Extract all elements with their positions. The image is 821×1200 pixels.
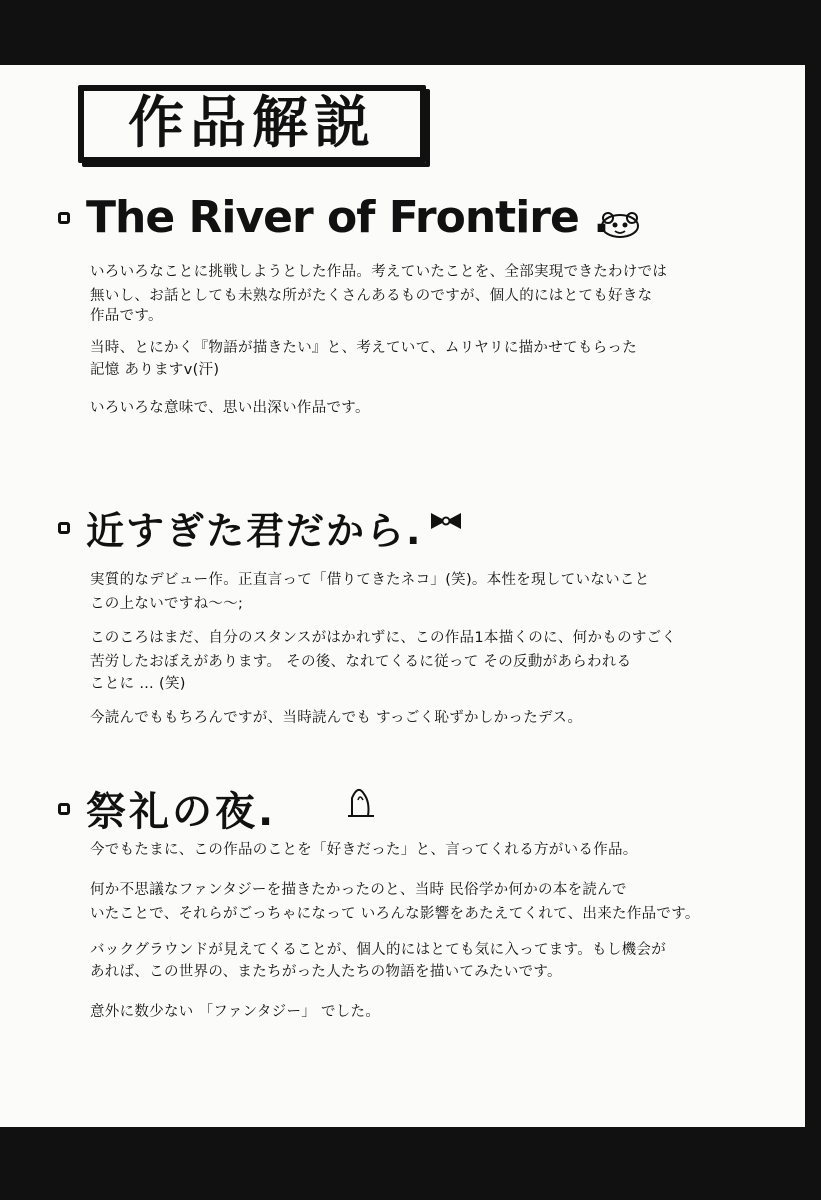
bullet-icon <box>58 522 70 534</box>
page-title: 作品解説 <box>128 91 376 156</box>
s2-p1-l1: 実質的なデビュー作。正直言って「借りてきたネコ」(笑)。本性を現していないこと <box>90 572 650 588</box>
s2-p1-l2: この上ないですね〜〜; <box>90 596 244 612</box>
section-3-heading <box>58 780 276 837</box>
s1-p1-l2: 無いし、お話としても未熟な所がたくさんあるものですが、個人的にはとても好きな <box>90 288 653 304</box>
s2-p3-l1: 今読んでももちろんですが、当時読んでも すっごく恥ずかしかったデス。 <box>90 710 583 726</box>
s2-p2-l2: 苦労したおぼえがあります。 その後、なれてくるに従って その反動があらわれる <box>90 654 632 670</box>
face-doodle-icon <box>598 210 642 240</box>
s1-p2-l1: 当時、とにかく『物語が描きたい』と、考えていて、ムリヤリに描かせてもらった <box>90 340 638 356</box>
s2-p2-l3: ことに … (笑) <box>90 676 186 692</box>
section-1-title: The River of Frontire . <box>86 192 609 243</box>
section-2-heading <box>58 500 422 555</box>
section-2-title: 近すぎた君だから. <box>86 509 423 553</box>
s3-p3-l1: バックグラウンドが見えてくることが、個人的にはとても気に入ってます。もし機会が <box>90 942 667 958</box>
section-1-heading <box>58 192 609 243</box>
s3-p1-l1: 今でもたまに、この作品のことを「好きだった」と、言ってくれる方がいる作品。 <box>90 842 638 858</box>
s3-p2-l2: いたことで、それらがごっちゃになって いろんな影響をあたえてくれて、出来た作品です。 <box>90 906 700 922</box>
s3-p2-l1: 何か不思議なファンタジーを描きたかったのと、当時 民俗学か何かの本を読んで <box>90 882 627 898</box>
s3-p4-l1: 意外に数少ない 「ファンタジー」 でした。 <box>90 1004 381 1020</box>
bow-doodle-icon <box>428 510 464 532</box>
s1-p1-l3: 作品です。 <box>90 308 163 324</box>
s1-p3-l1: いろいろな意味で、思い出深い作品です。 <box>90 400 370 416</box>
s1-p2-l2: 記憶 ありますv(汗) <box>90 362 220 378</box>
candle-doodle-icon <box>344 782 378 818</box>
page-title-box <box>78 85 426 163</box>
s1-p1-l1: いろいろなことに挑戦しようとした作品。考えていたことを、全部実現できたわけでは <box>90 264 668 280</box>
page-edge <box>805 60 821 1140</box>
bullet-icon <box>58 803 70 815</box>
section-3-title: 祭礼の夜. <box>86 789 277 835</box>
s3-p3-l2: あれば、この世界の、またちがった人たちの物語を描いてみたいです。 <box>90 964 562 980</box>
bullet-icon <box>58 212 70 224</box>
s2-p2-l1: このころはまだ、自分のスタンスがはかれずに、この作品1本描くのに、何かものすごく <box>90 630 677 646</box>
